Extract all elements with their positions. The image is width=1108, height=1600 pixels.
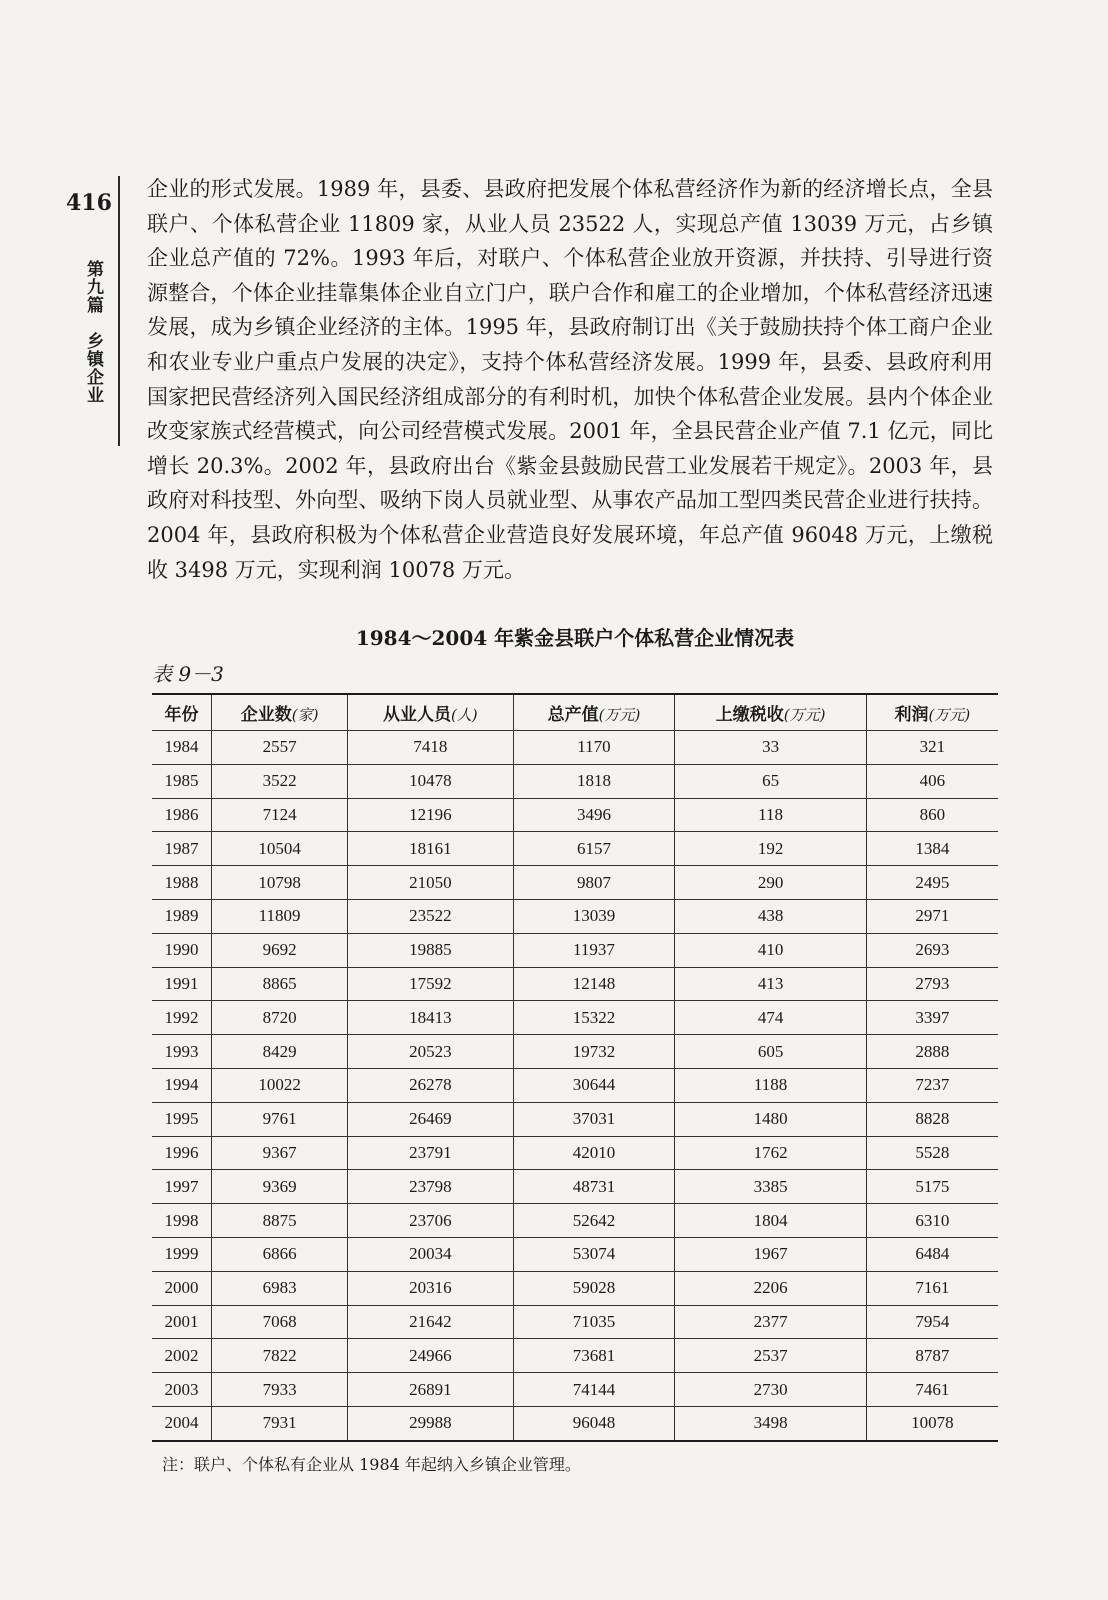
cell-profit: 406 [866, 764, 998, 798]
cell-tax-paid: 118 [675, 798, 866, 832]
cell-output-value: 11937 [513, 933, 675, 967]
cell-profit: 7161 [866, 1271, 998, 1305]
cell-year: 2004 [152, 1406, 212, 1440]
table-label: 表 9－3 [152, 662, 224, 686]
cell-profit: 7461 [866, 1373, 998, 1407]
cell-tax-paid: 2537 [675, 1339, 866, 1373]
table-row [152, 1001, 998, 1035]
cell-tax-paid: 192 [675, 832, 866, 866]
cell-year: 1991 [152, 967, 212, 1001]
cell-year: 1994 [152, 1068, 212, 1102]
cell-profit: 8787 [866, 1339, 998, 1373]
body-paragraph: 企业的形式发展。1989 年，县委、县政府把发展个体私营经济作为新的经济增长点，全县联户、个体私营企业 11809 家，从业人员 23522 人，实现总产值 13039 万元，占乡镇企业总产值的 72%。1993 年后，对联户、个体私营企业放开资源，并扶持、引导进行资源整合，个体企业挂靠集体企业自立门户，联户合作和雇工的企业增加，个体私营经济迅速发展，成为乡镇企业经济的主体。1995 年，县政府制订出《关于鼓励扶持个体工商户企业和农业专业户重点户发展的决定》，支持个体私营经济发展。1999 年，县委、县政府利用国家把民营经济列入国民经济组成部分的有利时机，加快个体私营企业发展。县内个体企业改变家族式经营模式，向公司经营模式发展。2001 年，全县民营企业产值 7.1 亿元，同比增长 20.3%。2002 年，县政府出台《紫金县鼓励民营工业发展若干规定》。2003 年，县政府对科技型、外向型、吸纳下岗人员就业型、从事农产品加工型四类民营企业进行扶持。2004 年，县政府积极为个体私营企业营造良好发展环境，年总产值 96048 万元，上缴税收 3498 万元，实现利润 10078 万元。 [147, 177, 993, 582]
cell-tax-paid: 65 [675, 764, 866, 798]
cell-employees: 18161 [348, 832, 513, 866]
cell-tax-paid: 474 [675, 1001, 866, 1035]
cell-tax-paid: 438 [675, 899, 866, 933]
cell-profit: 6484 [866, 1237, 998, 1271]
cell-enterprises: 8429 [212, 1035, 348, 1069]
cell-enterprises: 10798 [212, 866, 348, 900]
table-row [152, 1373, 998, 1407]
cell-enterprises: 7931 [212, 1406, 348, 1440]
table-title: 1984～2004 年紫金县联户个体私营企业情况表 [355, 626, 795, 650]
cell-output-value: 59028 [513, 1271, 675, 1305]
header-output-value: 总产值(万元) [513, 694, 675, 731]
page-number: 416 [66, 190, 112, 216]
cell-profit: 5528 [866, 1136, 998, 1170]
table-row [152, 1305, 998, 1339]
cell-output-value: 74144 [513, 1373, 675, 1407]
cell-tax-paid: 1480 [675, 1102, 866, 1136]
cell-tax-paid: 1967 [675, 1237, 866, 1271]
cell-profit: 2888 [866, 1035, 998, 1069]
cell-year: 2002 [152, 1339, 212, 1373]
table-row [152, 1102, 998, 1136]
cell-tax-paid: 33 [675, 731, 866, 765]
table-row [152, 798, 998, 832]
cell-tax-paid: 2377 [675, 1305, 866, 1339]
table-row [152, 731, 998, 765]
cell-employees: 17592 [348, 967, 513, 1001]
header-enterprises: 企业数(家) [212, 694, 348, 731]
cell-enterprises: 8865 [212, 967, 348, 1001]
cell-output-value: 3496 [513, 798, 675, 832]
cell-employees: 12196 [348, 798, 513, 832]
cell-year: 1993 [152, 1035, 212, 1069]
table-row [152, 1339, 998, 1373]
cell-profit: 5175 [866, 1170, 998, 1204]
cell-profit: 6310 [866, 1204, 998, 1238]
cell-tax-paid: 290 [675, 866, 866, 900]
cell-profit: 3397 [866, 1001, 998, 1035]
cell-enterprises: 9369 [212, 1170, 348, 1204]
cell-profit: 7237 [866, 1068, 998, 1102]
cell-output-value: 52642 [513, 1204, 675, 1238]
cell-year: 1990 [152, 933, 212, 967]
cell-tax-paid: 3498 [675, 1406, 866, 1440]
table-row [152, 832, 998, 866]
table-row [152, 764, 998, 798]
cell-output-value: 37031 [513, 1102, 675, 1136]
cell-year: 1986 [152, 798, 212, 832]
header-year: 年份 [152, 694, 212, 731]
cell-employees: 23791 [348, 1136, 513, 1170]
cell-year: 1998 [152, 1204, 212, 1238]
cell-output-value: 53074 [513, 1237, 675, 1271]
cell-output-value: 1818 [513, 764, 675, 798]
cell-enterprises: 8720 [212, 1001, 348, 1035]
header-profit: 利润(万元) [866, 694, 998, 731]
cell-profit: 860 [866, 798, 998, 832]
cell-output-value: 15322 [513, 1001, 675, 1035]
cell-enterprises: 7822 [212, 1339, 348, 1373]
cell-tax-paid: 413 [675, 967, 866, 1001]
cell-enterprises: 10022 [212, 1068, 348, 1102]
cell-employees: 24966 [348, 1339, 513, 1373]
cell-enterprises: 6983 [212, 1271, 348, 1305]
table-row [152, 1406, 998, 1440]
cell-output-value: 1170 [513, 731, 675, 765]
cell-output-value: 9807 [513, 866, 675, 900]
cell-tax-paid: 1804 [675, 1204, 866, 1238]
cell-profit: 2793 [866, 967, 998, 1001]
cell-employees: 29988 [348, 1406, 513, 1440]
cell-year: 1996 [152, 1136, 212, 1170]
cell-enterprises: 10504 [212, 832, 348, 866]
header-tax-paid: 上缴税收(万元) [675, 694, 866, 731]
cell-year: 1987 [152, 832, 212, 866]
cell-enterprises: 6866 [212, 1237, 348, 1271]
cell-profit: 321 [866, 731, 998, 765]
cell-profit: 7954 [866, 1305, 998, 1339]
cell-employees: 26278 [348, 1068, 513, 1102]
cell-year: 2001 [152, 1305, 212, 1339]
cell-profit: 10078 [866, 1406, 998, 1440]
cell-year: 1988 [152, 866, 212, 900]
cell-tax-paid: 1762 [675, 1136, 866, 1170]
cell-employees: 20316 [348, 1271, 513, 1305]
cell-output-value: 6157 [513, 832, 675, 866]
table-row [152, 1136, 998, 1170]
table-row [152, 967, 998, 1001]
cell-output-value: 13039 [513, 899, 675, 933]
table-row [152, 1271, 998, 1305]
table-row [152, 899, 998, 933]
cell-enterprises: 8875 [212, 1204, 348, 1238]
table-row [152, 1237, 998, 1271]
cell-profit: 2971 [866, 899, 998, 933]
cell-tax-paid: 1188 [675, 1068, 866, 1102]
cell-enterprises: 9761 [212, 1102, 348, 1136]
cell-enterprises: 11809 [212, 899, 348, 933]
cell-enterprises: 3522 [212, 764, 348, 798]
cell-output-value: 96048 [513, 1406, 675, 1440]
cell-employees: 21050 [348, 866, 513, 900]
side-divider [118, 176, 120, 446]
cell-year: 2000 [152, 1271, 212, 1305]
cell-output-value: 30644 [513, 1068, 675, 1102]
cell-employees: 7418 [348, 731, 513, 765]
table-note: 注：联户、个体私有企业从 1984 年起纳入乡镇企业管理。 [162, 1455, 581, 1474]
table-body [152, 731, 998, 1441]
cell-profit: 2693 [866, 933, 998, 967]
cell-output-value: 12148 [513, 967, 675, 1001]
table-row [152, 1170, 998, 1204]
cell-tax-paid: 3385 [675, 1170, 866, 1204]
cell-year: 1989 [152, 899, 212, 933]
cell-year: 1992 [152, 1001, 212, 1035]
cell-employees: 20523 [348, 1035, 513, 1069]
cell-year: 1999 [152, 1237, 212, 1271]
cell-enterprises: 7933 [212, 1373, 348, 1407]
cell-profit: 2495 [866, 866, 998, 900]
cell-employees: 26469 [348, 1102, 513, 1136]
cell-employees: 10478 [348, 764, 513, 798]
cell-enterprises: 2557 [212, 731, 348, 765]
cell-tax-paid: 605 [675, 1035, 866, 1069]
table-header-row [152, 694, 998, 731]
cell-employees: 26891 [348, 1373, 513, 1407]
cell-employees: 23798 [348, 1170, 513, 1204]
cell-enterprises: 9692 [212, 933, 348, 967]
cell-year: 1984 [152, 731, 212, 765]
cell-employees: 23522 [348, 899, 513, 933]
cell-profit: 1384 [866, 832, 998, 866]
enterprise-table [152, 693, 998, 1442]
cell-tax-paid: 2206 [675, 1271, 866, 1305]
cell-employees: 18413 [348, 1001, 513, 1035]
cell-year: 1985 [152, 764, 212, 798]
cell-tax-paid: 410 [675, 933, 866, 967]
cell-enterprises: 9367 [212, 1136, 348, 1170]
cell-employees: 21642 [348, 1305, 513, 1339]
cell-year: 1995 [152, 1102, 212, 1136]
section-side-title: 第九篇 乡镇企业 [83, 260, 103, 404]
cell-enterprises: 7068 [212, 1305, 348, 1339]
cell-profit: 8828 [866, 1102, 998, 1136]
cell-output-value: 48731 [513, 1170, 675, 1204]
header-employees: 从业人员(人) [348, 694, 513, 731]
cell-tax-paid: 2730 [675, 1373, 866, 1407]
table-row [152, 1035, 998, 1069]
cell-output-value: 19732 [513, 1035, 675, 1069]
cell-enterprises: 7124 [212, 798, 348, 832]
table-row [152, 1068, 998, 1102]
cell-employees: 19885 [348, 933, 513, 967]
cell-employees: 20034 [348, 1237, 513, 1271]
table-row [152, 1204, 998, 1238]
cell-output-value: 71035 [513, 1305, 675, 1339]
cell-year: 1997 [152, 1170, 212, 1204]
table-row [152, 866, 998, 900]
cell-output-value: 42010 [513, 1136, 675, 1170]
cell-year: 2003 [152, 1373, 212, 1407]
cell-output-value: 73681 [513, 1339, 675, 1373]
cell-employees: 23706 [348, 1204, 513, 1238]
table-row [152, 933, 998, 967]
